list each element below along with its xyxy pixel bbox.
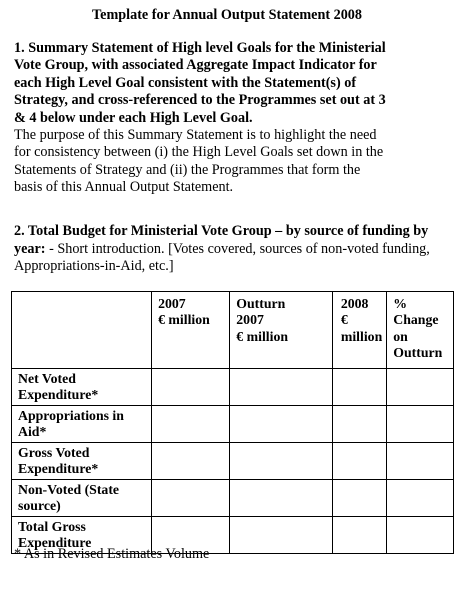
row-label: Total Gross Expenditure	[12, 517, 152, 554]
section-2-heading: 2. Total Budget for Ministerial Vote Group – by source of funding by year:	[14, 223, 429, 257]
row-label: Appropriations in Aid*	[12, 406, 152, 443]
table-cell	[152, 369, 230, 406]
section-2	[14, 223, 444, 276]
section-1-body: The purpose of this Summary Statement is to highlight the need for consistency between (i) the High Level Goals set down in the Statements of Strategy and (ii) the Programmes that form the basis of this Annual Output Statement.	[14, 127, 384, 196]
table-cell	[387, 517, 454, 554]
table-cell	[387, 480, 454, 517]
table-header-cell	[12, 292, 152, 369]
table-cell	[152, 443, 230, 480]
table-cell	[387, 406, 454, 443]
table-cell	[230, 480, 333, 517]
row-label: Net Voted Expenditure*	[12, 369, 152, 406]
budget-table	[11, 291, 454, 554]
table-header-cell: 2008 € million	[332, 292, 386, 369]
section-1	[14, 40, 440, 197]
table-cell	[332, 369, 386, 406]
section-1-heading: 1. Summary Statement of High level Goals for the Ministerial Vote Group, with associated Aggregate Impact Indicator for each High Level Goal consistent with the Statement(s) of Strategy, and cross-referenced to the Programmes set out at 3 & 4 below under each High Level Goal.	[14, 40, 386, 126]
table-cell	[230, 517, 333, 554]
table-cell	[332, 517, 386, 554]
table-cell	[230, 443, 333, 480]
section-2-body: - Short introduction. [Votes covered, sources of non-voted funding, Appropriations-in-Aid, etc.]	[14, 240, 430, 275]
table-header-cell: % Change on Outturn	[387, 292, 454, 369]
table-row	[12, 480, 454, 517]
table-row	[12, 369, 454, 406]
table-cell	[387, 369, 454, 406]
table-cell	[332, 443, 386, 480]
table-cell	[387, 443, 454, 480]
table-header-row	[12, 292, 454, 369]
table-cell	[230, 406, 333, 443]
table-row	[12, 443, 454, 480]
table-cell	[230, 369, 333, 406]
table-cell	[152, 480, 230, 517]
row-label: Non-Voted (State source)	[12, 480, 152, 517]
table-cell	[332, 480, 386, 517]
table-header-cell: 2007 € million	[152, 292, 230, 369]
table-header-cell: Outturn 2007 € million	[230, 292, 333, 369]
table-cell	[152, 406, 230, 443]
table-row	[12, 406, 454, 443]
footnote: * As in Revised Estimates Volume	[14, 546, 210, 562]
row-label: Gross Voted Expenditure*	[12, 443, 152, 480]
document-title: Template for Annual Output Statement 2008	[92, 7, 362, 23]
table-cell	[332, 406, 386, 443]
